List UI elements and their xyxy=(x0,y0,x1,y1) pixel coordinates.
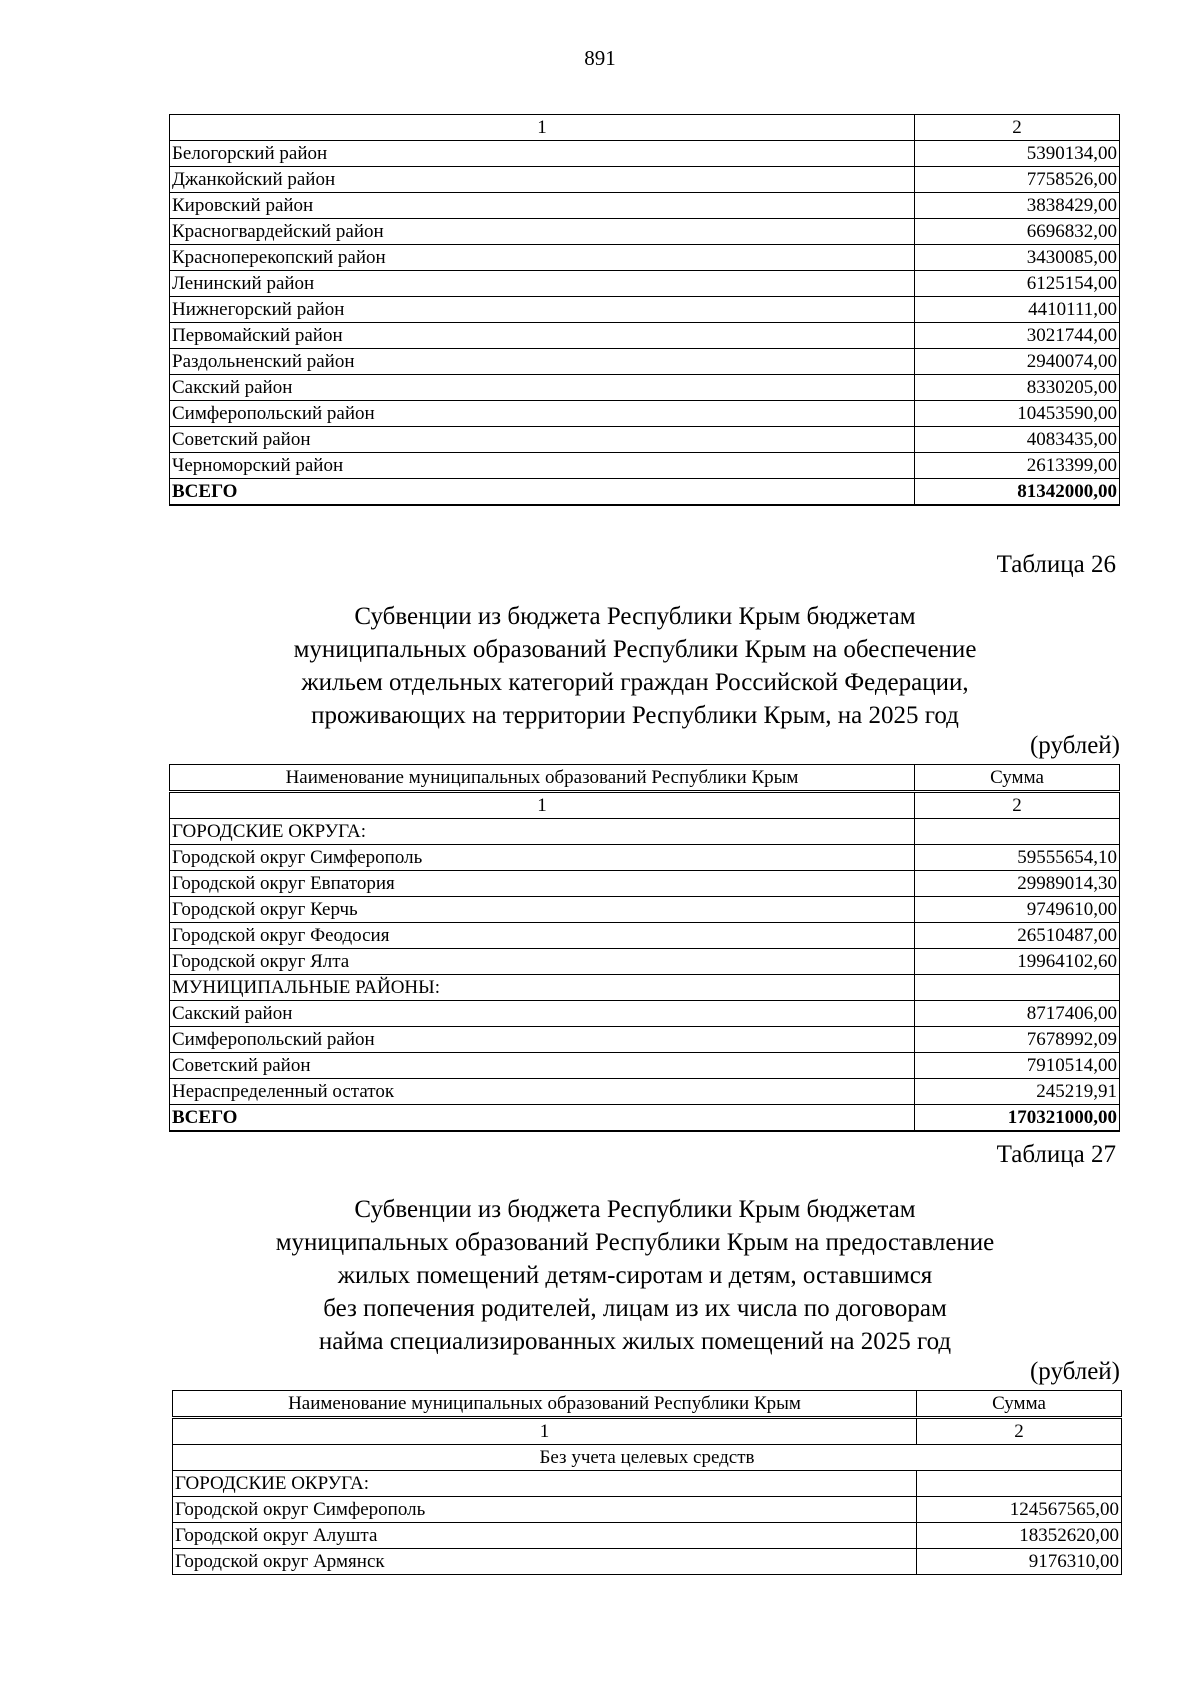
table-row xyxy=(170,871,1120,897)
amount: 124567565,00 xyxy=(917,1497,1122,1523)
table-row xyxy=(170,271,1120,297)
total-amount: 81342000,00 xyxy=(915,479,1120,506)
amount: 2940074,00 xyxy=(915,349,1120,375)
subheader-row xyxy=(173,1445,1122,1471)
table-27-title xyxy=(160,1193,1110,1358)
table-row xyxy=(170,193,1120,219)
district-name: Белогорский район xyxy=(170,141,915,167)
title-line: жилых помещений детям-сиротам и детям, оставшимся xyxy=(337,1262,933,1289)
total-amount: 170321000,00 xyxy=(915,1105,1120,1132)
column-header-sum: Сумма xyxy=(917,1391,1122,1418)
table-row xyxy=(170,375,1120,401)
district-name: Советский район xyxy=(170,427,915,453)
section-title: ГОРОДСКИЕ ОКРУГА: xyxy=(173,1471,917,1497)
amount: 9176310,00 xyxy=(917,1549,1122,1575)
column-number-1: 1 xyxy=(170,792,915,819)
column-number-row xyxy=(170,792,1120,819)
table-27 xyxy=(172,1390,1122,1575)
total-row xyxy=(170,479,1120,506)
total-label: ВСЕГО xyxy=(170,479,915,506)
district-name: Городской округ Симферополь xyxy=(170,845,915,871)
district-name: Джанкойский район xyxy=(170,167,915,193)
amount: 4410111,00 xyxy=(915,297,1120,323)
amount: 10453590,00 xyxy=(915,401,1120,427)
district-name: Городской округ Симферополь xyxy=(173,1497,917,1523)
amount: 6125154,00 xyxy=(915,271,1120,297)
table-26-label: Таблица 26 xyxy=(996,551,1116,578)
district-name: Городской округ Ялта xyxy=(170,949,915,975)
district-name: Городской округ Керчь xyxy=(170,897,915,923)
table-26 xyxy=(169,764,1120,1132)
header-row xyxy=(173,1391,1122,1418)
title-line: Субвенции из бюджета Республики Крым бюджетам xyxy=(354,1196,916,1223)
table-row xyxy=(170,845,1120,871)
table-25-continuation xyxy=(169,114,1120,506)
district-name: Сакский район xyxy=(170,1001,915,1027)
district-name: Красногвардейский район xyxy=(170,219,915,245)
amount: 3838429,00 xyxy=(915,193,1120,219)
table-row xyxy=(170,297,1120,323)
district-name: Городской округ Алушта xyxy=(173,1523,917,1549)
section-row xyxy=(170,819,1120,845)
page-number: 891 xyxy=(584,46,616,70)
district-name: Симферопольский район xyxy=(170,401,915,427)
table-row xyxy=(170,323,1120,349)
section-row xyxy=(173,1471,1122,1497)
amount: 3430085,00 xyxy=(915,245,1120,271)
table-row xyxy=(170,219,1120,245)
table-row xyxy=(170,923,1120,949)
table-row xyxy=(170,1001,1120,1027)
district-name: Советский район xyxy=(170,1053,915,1079)
total-label: ВСЕГО xyxy=(170,1105,915,1132)
column-header-sum: Сумма xyxy=(915,765,1120,792)
table-row xyxy=(170,427,1120,453)
title-line: Субвенции из бюджета Республики Крым бюджетам xyxy=(354,603,916,630)
section-row xyxy=(170,975,1120,1001)
district-name: Городской округ Феодосия xyxy=(170,923,915,949)
table-row xyxy=(170,167,1120,193)
table-row xyxy=(170,245,1120,271)
table-row xyxy=(173,1497,1122,1523)
district-name: Нераспределенный остаток xyxy=(170,1079,915,1105)
district-name: Кировский район xyxy=(170,193,915,219)
amount: 18352620,00 xyxy=(917,1523,1122,1549)
column-number-2: 2 xyxy=(915,115,1120,141)
subheader: Без учета целевых средств xyxy=(173,1445,1122,1471)
title-line: проживающих на территории Республики Крым, на 2025 год xyxy=(311,702,959,729)
column-number-2: 2 xyxy=(915,792,1120,819)
amount: 26510487,00 xyxy=(915,923,1120,949)
table-row xyxy=(170,897,1120,923)
title-line: жильем отдельных категорий граждан Российской Федерации, xyxy=(301,669,969,696)
amount: 19964102,60 xyxy=(915,949,1120,975)
title-line: найма специализированных жилых помещений на 2025 год xyxy=(318,1328,952,1355)
amount: 29989014,30 xyxy=(915,871,1120,897)
empty-cell xyxy=(915,819,1120,845)
table-row xyxy=(170,453,1120,479)
district-name: Симферопольский район xyxy=(170,1027,915,1053)
amount: 7758526,00 xyxy=(915,167,1120,193)
amount: 7678992,09 xyxy=(915,1027,1120,1053)
district-name: Сакский район xyxy=(170,375,915,401)
column-number-1: 1 xyxy=(173,1418,917,1445)
table-row xyxy=(173,1523,1122,1549)
district-name: Городской округ Армянск xyxy=(173,1549,917,1575)
column-number-row xyxy=(170,115,1120,141)
column-number-row xyxy=(173,1418,1122,1445)
amount: 8330205,00 xyxy=(915,375,1120,401)
column-header-name: Наименование муниципальных образований Республики Крым xyxy=(170,765,915,792)
table-row xyxy=(170,1027,1120,1053)
amount: 8717406,00 xyxy=(915,1001,1120,1027)
amount: 7910514,00 xyxy=(915,1053,1120,1079)
column-number-2: 2 xyxy=(917,1418,1122,1445)
amount: 2613399,00 xyxy=(915,453,1120,479)
table-row xyxy=(170,401,1120,427)
amount: 59555654,10 xyxy=(915,845,1120,871)
column-number-1: 1 xyxy=(170,115,915,141)
district-name: Черноморский район xyxy=(170,453,915,479)
table-27-label: Таблица 27 xyxy=(996,1141,1116,1168)
title-line: муниципальных образований Республики Крым на предоставление xyxy=(275,1229,995,1256)
table-row xyxy=(170,1053,1120,1079)
title-line: муниципальных образований Республики Крым на обеспечение xyxy=(293,636,977,663)
title-line: без попечения родителей, лицам из их числа по договорам xyxy=(323,1295,947,1322)
district-name: Нижнегорский район xyxy=(170,297,915,323)
section-title: ГОРОДСКИЕ ОКРУГА: xyxy=(170,819,915,845)
table-row xyxy=(170,141,1120,167)
amount: 9749610,00 xyxy=(915,897,1120,923)
section-title: МУНИЦИПАЛЬНЫЕ РАЙОНЫ: xyxy=(170,975,915,1001)
empty-cell xyxy=(915,975,1120,1001)
district-name: Первомайский район xyxy=(170,323,915,349)
district-name: Раздольненский район xyxy=(170,349,915,375)
table-row xyxy=(173,1549,1122,1575)
amount: 6696832,00 xyxy=(915,219,1120,245)
table-row xyxy=(170,949,1120,975)
district-name: Красноперекопский район xyxy=(170,245,915,271)
district-name: Городской округ Евпатория xyxy=(170,871,915,897)
amount: 5390134,00 xyxy=(915,141,1120,167)
table-row xyxy=(170,349,1120,375)
header-row xyxy=(170,765,1120,792)
amount: 245219,91 xyxy=(915,1079,1120,1105)
units-label: (рублей) xyxy=(1029,1358,1120,1385)
total-row xyxy=(170,1105,1120,1132)
district-name: Ленинский район xyxy=(170,271,915,297)
amount: 3021744,00 xyxy=(915,323,1120,349)
table-row xyxy=(170,1079,1120,1105)
units-label: (рублей) xyxy=(1029,732,1120,759)
empty-cell xyxy=(917,1471,1122,1497)
amount: 4083435,00 xyxy=(915,427,1120,453)
column-header-name: Наименование муниципальных образований Республики Крым xyxy=(173,1391,917,1418)
table-26-title xyxy=(160,600,1110,732)
